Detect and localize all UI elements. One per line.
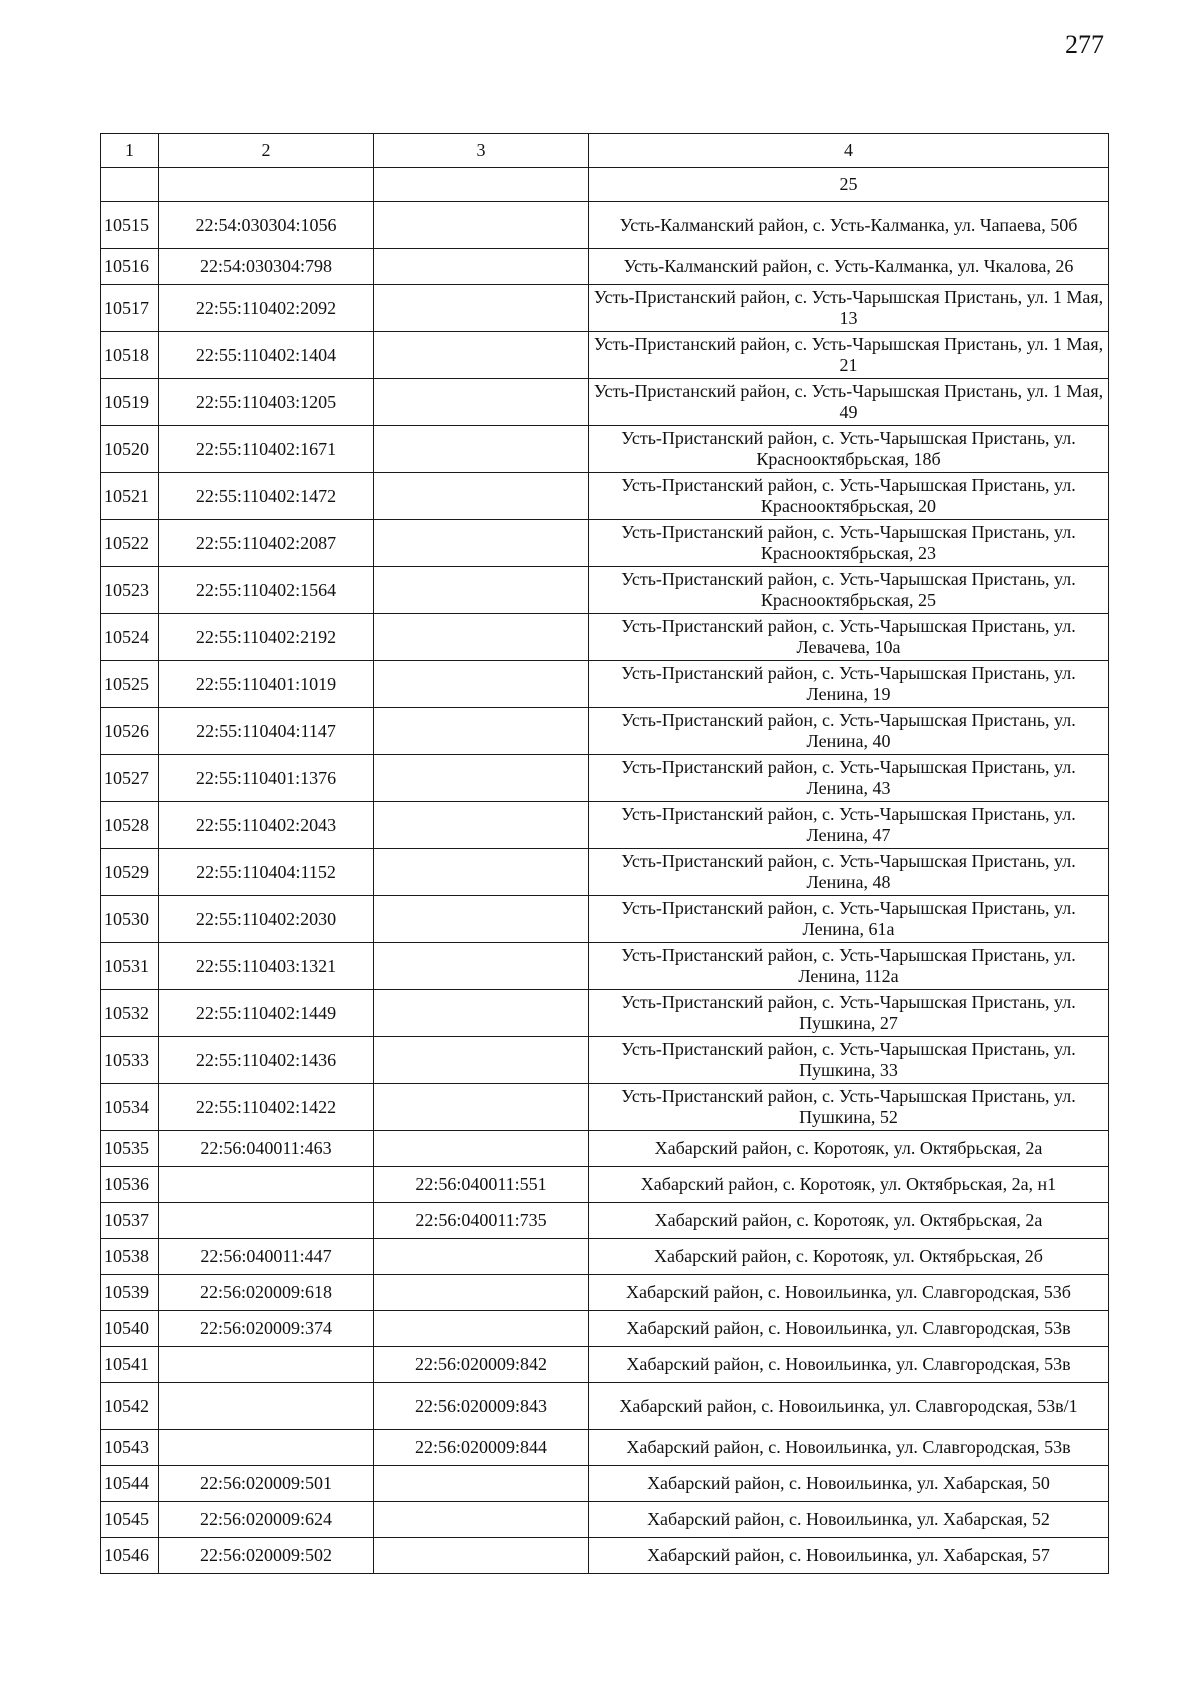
row-number-cell: 10519	[101, 379, 159, 426]
cadastral-number-cell: 22:55:110402:2030	[159, 896, 374, 943]
address-cell: Хабарский район, с. Новоильинка, ул. Славгородская, 53в	[589, 1311, 1109, 1347]
building-cadastral-number-cell	[374, 802, 589, 849]
table-row	[101, 614, 1109, 661]
building-cadastral-number-cell	[374, 285, 589, 332]
address-cell: Усть-Пристанский район, с. Усть-Чарышская Пристань, ул. Пушкина, 27	[589, 990, 1109, 1037]
building-cadastral-number-cell	[374, 755, 589, 802]
address-cell: Хабарский район, с. Новоильинка, ул. Славгородская, 53б	[589, 1275, 1109, 1311]
header-col-4: 4	[589, 134, 1109, 168]
header-row	[101, 134, 1109, 168]
building-cadastral-number-cell	[374, 708, 589, 755]
table-row	[101, 1430, 1109, 1466]
building-cadastral-number-cell	[374, 1239, 589, 1275]
address-cell: Усть-Пристанский район, с. Усть-Чарышская Пристань, ул. Краснооктябрьская, 25	[589, 567, 1109, 614]
table-row	[101, 1275, 1109, 1311]
cadastral-number-cell: 22:55:110402:1449	[159, 990, 374, 1037]
table-row	[101, 1203, 1109, 1239]
table-row	[101, 1167, 1109, 1203]
row-number-cell: 10536	[101, 1167, 159, 1203]
address-cell: Хабарский район, с. Новоильинка, ул. Славгородская, 53в	[589, 1430, 1109, 1466]
address-cell: Усть-Пристанский район, с. Усть-Чарышская Пристань, ул. Краснооктябрьская, 18б	[589, 426, 1109, 473]
address-cell: Хабарский район, с. Новоильинка, ул. Хабарская, 52	[589, 1502, 1109, 1538]
page-number: 277	[1065, 30, 1104, 59]
row-number-cell: 10521	[101, 473, 159, 520]
subheader-col-1	[101, 168, 159, 202]
table-row	[101, 202, 1109, 249]
building-cadastral-number-cell	[374, 520, 589, 567]
building-cadastral-number-cell: 22:56:040011:735	[374, 1203, 589, 1239]
table-row	[101, 1347, 1109, 1383]
table-row	[101, 520, 1109, 567]
address-cell: Усть-Пристанский район, с. Усть-Чарышская Пристань, ул. Ленина, 61а	[589, 896, 1109, 943]
row-number-cell: 10541	[101, 1347, 159, 1383]
cadastral-number-cell: 22:56:040011:447	[159, 1239, 374, 1275]
row-number-cell: 10543	[101, 1430, 159, 1466]
row-number-cell: 10537	[101, 1203, 159, 1239]
table-row	[101, 1084, 1109, 1131]
cadastral-number-cell: 22:55:110402:1404	[159, 332, 374, 379]
row-number-cell: 10516	[101, 249, 159, 285]
cadastral-number-cell: 22:55:110402:1472	[159, 473, 374, 520]
building-cadastral-number-cell	[374, 661, 589, 708]
row-number-cell: 10532	[101, 990, 159, 1037]
row-number-cell: 10540	[101, 1311, 159, 1347]
row-number-cell: 10530	[101, 896, 159, 943]
row-number-cell: 10525	[101, 661, 159, 708]
row-number-cell: 10545	[101, 1502, 159, 1538]
cadastral-number-cell: 22:55:110402:1671	[159, 426, 374, 473]
registry-table	[100, 133, 1109, 1574]
address-cell: Усть-Пристанский район, с. Усть-Чарышская Пристань, ул. Краснооктябрьская, 23	[589, 520, 1109, 567]
address-cell: Усть-Пристанский район, с. Усть-Чарышская Пристань, ул. 1 Мая, 49	[589, 379, 1109, 426]
cadastral-number-cell: 22:56:020009:374	[159, 1311, 374, 1347]
row-number-cell: 10546	[101, 1538, 159, 1574]
cadastral-number-cell: 22:55:110404:1152	[159, 849, 374, 896]
building-cadastral-number-cell	[374, 426, 589, 473]
cadastral-number-cell: 22:56:040011:463	[159, 1131, 374, 1167]
building-cadastral-number-cell: 22:56:020009:844	[374, 1430, 589, 1466]
cadastral-number-cell: 22:55:110402:2092	[159, 285, 374, 332]
building-cadastral-number-cell	[374, 849, 589, 896]
cadastral-number-cell: 22:54:030304:798	[159, 249, 374, 285]
address-cell: Усть-Пристанский район, с. Усть-Чарышская Пристань, ул. Ленина, 47	[589, 802, 1109, 849]
table-row	[101, 849, 1109, 896]
address-cell: Усть-Пристанский район, с. Усть-Чарышская Пристань, ул. Ленина, 112а	[589, 943, 1109, 990]
building-cadastral-number-cell	[374, 614, 589, 661]
building-cadastral-number-cell	[374, 1502, 589, 1538]
subheader-row	[101, 168, 1109, 202]
registry-table-body	[101, 134, 1109, 1574]
subheader-col-2	[159, 168, 374, 202]
cadastral-number-cell: 22:55:110402:2192	[159, 614, 374, 661]
building-cadastral-number-cell: 22:56:020009:842	[374, 1347, 589, 1383]
table-row	[101, 661, 1109, 708]
row-number-cell: 10515	[101, 202, 159, 249]
table-row	[101, 1037, 1109, 1084]
address-cell: Усть-Пристанский район, с. Усть-Чарышская Пристань, ул. Ленина, 19	[589, 661, 1109, 708]
cadastral-number-cell: 22:56:020009:624	[159, 1502, 374, 1538]
address-cell: Усть-Пристанский район, с. Усть-Чарышская Пристань, ул. Левачева, 10а	[589, 614, 1109, 661]
building-cadastral-number-cell	[374, 990, 589, 1037]
building-cadastral-number-cell	[374, 1275, 589, 1311]
address-cell: Усть-Пристанский район, с. Усть-Чарышская Пристань, ул. Ленина, 48	[589, 849, 1109, 896]
table-row	[101, 1502, 1109, 1538]
cadastral-number-cell	[159, 1203, 374, 1239]
building-cadastral-number-cell	[374, 473, 589, 520]
cadastral-number-cell: 22:55:110401:1019	[159, 661, 374, 708]
row-number-cell: 10539	[101, 1275, 159, 1311]
address-cell: Хабарский район, с. Новоильинка, ул. Хабарская, 50	[589, 1466, 1109, 1502]
row-number-cell: 10526	[101, 708, 159, 755]
building-cadastral-number-cell	[374, 379, 589, 426]
row-number-cell: 10534	[101, 1084, 159, 1131]
table-row	[101, 249, 1109, 285]
table-row	[101, 1466, 1109, 1502]
cadastral-number-cell: 22:55:110403:1321	[159, 943, 374, 990]
row-number-cell: 10528	[101, 802, 159, 849]
row-number-cell: 10522	[101, 520, 159, 567]
building-cadastral-number-cell	[374, 1084, 589, 1131]
address-cell: Хабарский район, с. Новоильинка, ул. Славгородская, 53в/1	[589, 1383, 1109, 1430]
address-cell: Хабарский район, с. Новоильинка, ул. Хабарская, 57	[589, 1538, 1109, 1574]
header-col-1: 1	[101, 134, 159, 168]
cadastral-number-cell: 22:55:110402:2087	[159, 520, 374, 567]
cadastral-number-cell: 22:55:110402:1422	[159, 1084, 374, 1131]
table-row	[101, 755, 1109, 802]
cadastral-number-cell: 22:56:020009:501	[159, 1466, 374, 1502]
cadastral-number-cell: 22:56:020009:502	[159, 1538, 374, 1574]
row-number-cell: 10538	[101, 1239, 159, 1275]
building-cadastral-number-cell	[374, 249, 589, 285]
table-row	[101, 332, 1109, 379]
address-cell: Хабарский район, с. Коротояк, ул. Октябрьская, 2а	[589, 1203, 1109, 1239]
cadastral-number-cell	[159, 1430, 374, 1466]
address-cell: Усть-Пристанский район, с. Усть-Чарышская Пристань, ул. Пушкина, 33	[589, 1037, 1109, 1084]
building-cadastral-number-cell	[374, 943, 589, 990]
building-cadastral-number-cell	[374, 567, 589, 614]
cadastral-number-cell: 22:55:110403:1205	[159, 379, 374, 426]
address-cell: Усть-Калманский район, с. Усть-Калманка, ул. Чапаева, 50б	[589, 202, 1109, 249]
row-number-cell: 10517	[101, 285, 159, 332]
row-number-cell: 10531	[101, 943, 159, 990]
header-col-3: 3	[374, 134, 589, 168]
address-cell: Усть-Калманский район, с. Усть-Калманка, ул. Чкалова, 26	[589, 249, 1109, 285]
table-row	[101, 1311, 1109, 1347]
subheader-col-4: 25	[589, 168, 1109, 202]
row-number-cell: 10544	[101, 1466, 159, 1502]
table-row	[101, 379, 1109, 426]
row-number-cell: 10527	[101, 755, 159, 802]
address-cell: Усть-Пристанский район, с. Усть-Чарышская Пристань, ул. 1 Мая, 21	[589, 332, 1109, 379]
building-cadastral-number-cell	[374, 1538, 589, 1574]
table-row	[101, 802, 1109, 849]
cadastral-number-cell	[159, 1383, 374, 1430]
building-cadastral-number-cell	[374, 1131, 589, 1167]
address-cell: Усть-Пристанский район, с. Усть-Чарышская Пристань, ул. 1 Мая, 13	[589, 285, 1109, 332]
row-number-cell: 10524	[101, 614, 159, 661]
cadastral-number-cell: 22:55:110404:1147	[159, 708, 374, 755]
row-number-cell: 10542	[101, 1383, 159, 1430]
table-row	[101, 426, 1109, 473]
row-number-cell: 10529	[101, 849, 159, 896]
row-number-cell: 10523	[101, 567, 159, 614]
table-row	[101, 943, 1109, 990]
row-number-cell: 10518	[101, 332, 159, 379]
subheader-col-3	[374, 168, 589, 202]
address-cell: Усть-Пристанский район, с. Усть-Чарышская Пристань, ул. Краснооктябрьская, 20	[589, 473, 1109, 520]
table-row	[101, 1383, 1109, 1430]
cadastral-number-cell: 22:55:110402:2043	[159, 802, 374, 849]
cadastral-number-cell	[159, 1167, 374, 1203]
table-row	[101, 708, 1109, 755]
cadastral-number-cell: 22:55:110402:1436	[159, 1037, 374, 1084]
table-row	[101, 1131, 1109, 1167]
table-row	[101, 473, 1109, 520]
address-cell: Хабарский район, с. Коротояк, ул. Октябрьская, 2а	[589, 1131, 1109, 1167]
cadastral-number-cell	[159, 1347, 374, 1383]
address-cell: Хабарский район, с. Коротояк, ул. Октябрьская, 2б	[589, 1239, 1109, 1275]
row-number-cell: 10520	[101, 426, 159, 473]
header-col-2: 2	[159, 134, 374, 168]
cadastral-number-cell: 22:55:110401:1376	[159, 755, 374, 802]
building-cadastral-number-cell: 22:56:040011:551	[374, 1167, 589, 1203]
building-cadastral-number-cell	[374, 1311, 589, 1347]
row-number-cell: 10535	[101, 1131, 159, 1167]
address-cell: Усть-Пристанский район, с. Усть-Чарышская Пристань, ул. Ленина, 40	[589, 708, 1109, 755]
cadastral-number-cell: 22:54:030304:1056	[159, 202, 374, 249]
address-cell: Усть-Пристанский район, с. Усть-Чарышская Пристань, ул. Ленина, 43	[589, 755, 1109, 802]
building-cadastral-number-cell	[374, 332, 589, 379]
table-row	[101, 567, 1109, 614]
address-cell: Усть-Пристанский район, с. Усть-Чарышская Пристань, ул. Пушкина, 52	[589, 1084, 1109, 1131]
table-row	[101, 1239, 1109, 1275]
cadastral-number-cell: 22:56:020009:618	[159, 1275, 374, 1311]
row-number-cell: 10533	[101, 1037, 159, 1084]
address-cell: Хабарский район, с. Новоильинка, ул. Славгородская, 53в	[589, 1347, 1109, 1383]
building-cadastral-number-cell	[374, 202, 589, 249]
cadastral-number-cell: 22:55:110402:1564	[159, 567, 374, 614]
table-row	[101, 896, 1109, 943]
building-cadastral-number-cell	[374, 1466, 589, 1502]
table-row	[101, 285, 1109, 332]
table-row	[101, 990, 1109, 1037]
table-row	[101, 1538, 1109, 1574]
address-cell: Хабарский район, с. Коротояк, ул. Октябрьская, 2а, н1	[589, 1167, 1109, 1203]
building-cadastral-number-cell	[374, 896, 589, 943]
building-cadastral-number-cell: 22:56:020009:843	[374, 1383, 589, 1430]
building-cadastral-number-cell	[374, 1037, 589, 1084]
